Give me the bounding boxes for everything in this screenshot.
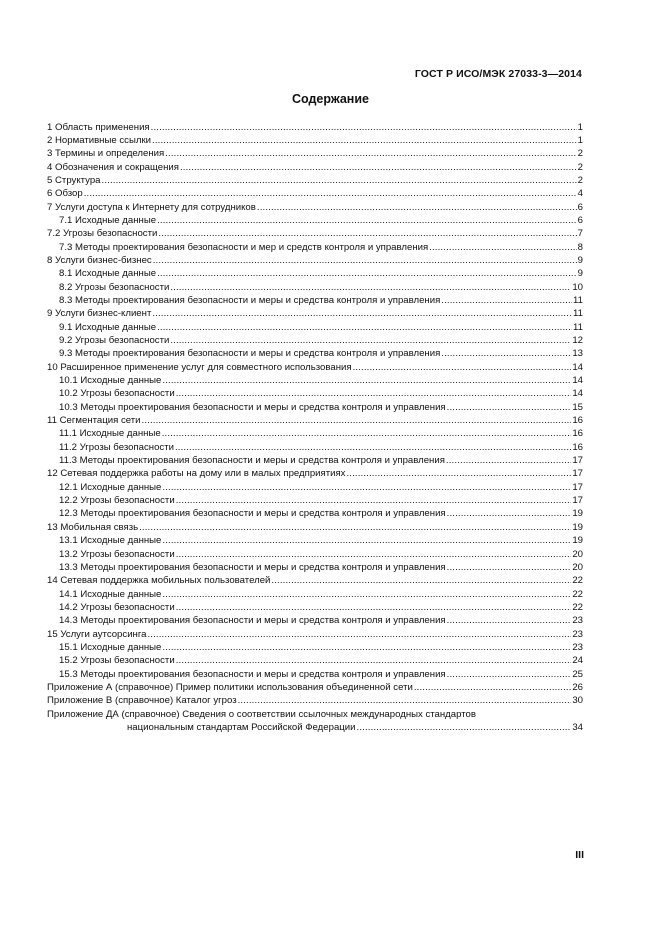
toc-entry-page: 11: [573, 308, 583, 320]
toc-entry-annex-da[interactable]: [47, 708, 583, 721]
toc-entry[interactable]: [47, 534, 583, 547]
toc-entry-title: 14.1 Исходные данные: [59, 588, 162, 600]
toc-entry-title: 11.3 Методы проектирования безопасности и меры и средства контроля и управления: [59, 455, 445, 467]
toc-entry-page: 16: [572, 428, 583, 440]
toc-dot-leader: [170, 334, 571, 347]
toc-entry-title: 7 Услуги доступа к Интернету для сотрудников: [47, 201, 256, 213]
toc-entry[interactable]: [47, 521, 583, 534]
toc-dot-leader: [147, 628, 571, 641]
toc-entry-page: 34: [572, 721, 583, 733]
toc-dot-leader: [84, 187, 577, 200]
toc-entry-title: 8.3 Методы проектирования безопасности и меры и средства контроля и управления: [59, 294, 441, 306]
toc-entry-title: 15.2 Угрозы безопасности: [59, 655, 175, 667]
toc-entry[interactable]: [47, 494, 583, 507]
toc-entry-title: 14 Сетевая поддержка мобильных пользователей: [47, 575, 271, 587]
toc-entry[interactable]: [47, 374, 583, 387]
toc-dot-leader: [153, 254, 577, 267]
toc-entry-page: 9: [577, 268, 583, 280]
toc-entry-page: 30: [572, 695, 583, 707]
toc-entry-page: 24: [572, 655, 583, 667]
toc-dot-leader: [162, 481, 571, 494]
toc-entry[interactable]: [47, 601, 583, 614]
toc-entry[interactable]: [47, 201, 583, 214]
toc-dot-leader: [257, 201, 577, 214]
document-id-header: ГОСТ Р ИСО/МЭК 27033-3—2014: [414, 68, 582, 80]
toc-entry-title: 15.3 Методы проектирования безопасности и меры и средства контроля и управления: [59, 668, 446, 680]
toc-dot-leader: [180, 161, 577, 174]
toc-entry-title-continued: национальным стандартам Российской Федерации: [127, 721, 356, 733]
toc-entry[interactable]: [47, 361, 583, 374]
toc-entry-page: 9: [577, 254, 583, 266]
toc-dot-leader: [157, 321, 572, 334]
toc-entry[interactable]: [47, 134, 583, 147]
toc-dot-leader: [157, 267, 577, 280]
toc-entry-title: 15 Услуги аутсорсинга: [47, 628, 147, 640]
toc-entry[interactable]: [47, 454, 583, 467]
toc-entry-page: 4: [577, 188, 583, 200]
toc-entry-title: 7.3 Методы проектирования безопасности и мер и средств контроля и управления: [59, 241, 429, 253]
toc-entry[interactable]: [47, 334, 583, 347]
toc-entry-title: 12.3 Методы проектирования безопасности и меры и средства контроля и управления: [59, 508, 446, 520]
toc-entry-title: 1 Область применения: [47, 121, 150, 133]
toc-entry-title: 13 Мобильная связь: [47, 521, 139, 533]
toc-entry[interactable]: [47, 507, 583, 520]
toc-entry-page: 26: [572, 681, 583, 693]
toc-dot-leader: [429, 241, 576, 254]
toc-entry-title: 15.1 Исходные данные: [59, 641, 162, 653]
toc-entry-page: 2: [577, 161, 583, 173]
toc-entry-title: 11 Сегментация сети: [47, 415, 141, 427]
toc-entry-title: 10.2 Угрозы безопасности: [59, 388, 175, 400]
toc-entry[interactable]: [47, 588, 583, 601]
toc-entry-page: 19: [572, 508, 583, 520]
toc-dot-leader: [441, 347, 571, 360]
toc-entry-title: Приложение В (справочное) Каталог угроз: [47, 695, 237, 707]
toc-entry-page: 14: [572, 361, 583, 373]
toc-entry-page: 22: [572, 575, 583, 587]
toc-dot-leader: [162, 588, 571, 601]
toc-entry-title: 4 Обозначения и сокращения: [47, 161, 179, 173]
toc-dot-leader: [176, 548, 572, 561]
toc-dot-leader: [162, 534, 571, 547]
toc-dot-leader: [151, 121, 577, 134]
toc-entry[interactable]: [47, 401, 583, 414]
toc-entry[interactable]: [47, 414, 583, 427]
toc-entry-page: 19: [572, 535, 583, 547]
toc-dot-leader: [414, 681, 571, 694]
toc-entry-page: 13: [572, 348, 583, 360]
toc-entry-page: 15: [572, 401, 583, 413]
toc-entry-annex-da-continued[interactable]: [47, 721, 583, 734]
toc-entry-title: 12.2 Угрозы безопасности: [59, 495, 175, 507]
toc-entry-page: 8: [577, 241, 583, 253]
toc-entry[interactable]: [47, 467, 583, 480]
toc-dot-leader: [447, 561, 572, 574]
toc-dot-leader: [152, 134, 577, 147]
toc-entry-title: 11.1 Исходные данные: [59, 428, 161, 440]
toc-entry-page: 2: [577, 174, 583, 186]
toc-entry[interactable]: [47, 294, 583, 307]
toc-entry[interactable]: [47, 681, 583, 694]
toc-entry[interactable]: [47, 694, 583, 707]
toc-entry-title: 2 Нормативные ссылки: [47, 134, 152, 146]
toc-entry-page: 14: [572, 388, 583, 400]
toc-entry-page: 22: [572, 588, 583, 600]
toc-dot-leader: [165, 147, 576, 160]
toc-dot-leader: [162, 374, 571, 387]
toc-entry[interactable]: [47, 654, 583, 667]
toc-entry-page: 6: [577, 201, 583, 213]
page-title: Содержание: [291, 92, 369, 106]
toc-entry[interactable]: [47, 668, 583, 681]
toc-dot-leader: [447, 507, 572, 520]
toc-dot-leader: [176, 494, 572, 507]
toc-entry-title: Приложение А (справочное) Пример политики использования объединенной сети: [47, 681, 413, 693]
toc-entry-title: 11.2 Угрозы безопасности: [59, 441, 174, 453]
toc-dot-leader: [152, 307, 572, 320]
toc-entry[interactable]: [47, 121, 583, 134]
toc-entry-title: 5 Структура: [47, 174, 101, 186]
table-of-contents: [47, 121, 583, 735]
toc-entry-title: 3 Термины и определения: [47, 148, 165, 160]
toc-dot-leader: [346, 467, 571, 480]
toc-entry[interactable]: [47, 561, 583, 574]
toc-dot-leader: [139, 521, 571, 534]
toc-entry[interactable]: [47, 187, 583, 200]
toc-dot-leader: [142, 414, 572, 427]
toc-entry[interactable]: [47, 281, 583, 294]
toc-entry[interactable]: [47, 161, 583, 174]
toc-entry-page: 6: [577, 214, 583, 226]
toc-entry-page: 2: [577, 148, 583, 160]
toc-entry-title: 10.3 Методы проектирования безопасности и меры и средства контроля и управления: [59, 401, 446, 413]
toc-entry-page: 11: [573, 321, 583, 333]
toc-dot-leader: [271, 574, 571, 587]
toc-entry-page: 22: [572, 601, 583, 613]
toc-entry[interactable]: [47, 574, 583, 587]
toc-entry-page: 20: [572, 548, 583, 560]
toc-entry-title: 7.2 Угрозы безопасности: [47, 228, 158, 240]
toc-dot-leader: [162, 427, 572, 440]
toc-entry-page: 14: [572, 375, 583, 387]
toc-entry[interactable]: [47, 441, 583, 454]
toc-entry-page: 1: [577, 134, 583, 146]
toc-entry-title: 14.3 Методы проектирования безопасности и меры и средства контроля и управления: [59, 615, 446, 627]
toc-entry[interactable]: [47, 227, 583, 240]
toc-dot-leader: [175, 441, 571, 454]
toc-entry[interactable]: [47, 548, 583, 561]
toc-entry-title: 13.3 Методы проектирования безопасности и меры и средства контроля и управления: [59, 561, 446, 573]
toc-entry[interactable]: [47, 427, 583, 440]
toc-entry[interactable]: [47, 387, 583, 400]
toc-entry-page: 7: [577, 228, 583, 240]
page-number: III: [575, 849, 584, 861]
toc-entry[interactable]: [47, 628, 583, 641]
toc-entry-title: 9.3 Методы проектирования безопасности и меры и средства контроля и управления: [59, 348, 441, 360]
toc-entry[interactable]: [47, 267, 583, 280]
toc-entry-page: 1: [577, 121, 583, 133]
toc-entry-title: 9 Услуги бизнес-клиент: [47, 308, 152, 320]
toc-entry-page: 20: [572, 561, 583, 573]
toc-entry-page: 23: [572, 628, 583, 640]
toc-entry-page: 17: [572, 468, 583, 480]
toc-dot-leader: [357, 721, 572, 734]
toc-entry-title: 8.1 Исходные данные: [59, 268, 157, 280]
toc-entry-page: 17: [572, 495, 583, 507]
toc-entry-page: 16: [572, 441, 583, 453]
toc-entry-title: 10 Расширенное применение услуг для совместного использования: [47, 361, 352, 373]
toc-dot-leader: [447, 614, 572, 627]
toc-entry-title: 14.2 Угрозы безопасности: [59, 601, 175, 613]
toc-entry-title: 8 Услуги бизнес-бизнес: [47, 254, 152, 266]
toc-dot-leader: [353, 361, 572, 374]
toc-entry-title: 13.2 Угрозы безопасности: [59, 548, 175, 560]
toc-entry-title: 12.1 Исходные данные: [59, 481, 162, 493]
toc-entry[interactable]: [47, 481, 583, 494]
toc-entry[interactable]: [47, 641, 583, 654]
toc-dot-leader: [447, 401, 572, 414]
toc-entry-title: Приложение ДА (справочное) Сведения о соответствии ссылочных международных стандартов: [47, 708, 476, 720]
toc-entry-title: 13.1 Исходные данные: [59, 535, 162, 547]
toc-entry-page: 16: [572, 415, 583, 427]
toc-dot-leader: [441, 294, 572, 307]
toc-entry-title: 8.2 Угрозы безопасности: [59, 281, 170, 293]
toc-dot-leader: [238, 694, 572, 707]
toc-entry-page: 17: [572, 455, 583, 467]
toc-dot-leader: [176, 601, 572, 614]
toc-entry[interactable]: [47, 254, 583, 267]
toc-entry[interactable]: [47, 174, 583, 187]
toc-dot-leader: [446, 454, 571, 467]
toc-entry-page: 25: [572, 668, 583, 680]
toc-entry[interactable]: [47, 241, 583, 254]
toc-entry[interactable]: [47, 147, 583, 160]
toc-dot-leader: [447, 668, 572, 681]
toc-dot-leader: [102, 174, 577, 187]
toc-entry-page: 23: [572, 641, 583, 653]
toc-entry-title: 6 Обзор: [47, 188, 83, 200]
toc-entry-title: 7.1 Исходные данные: [59, 214, 157, 226]
toc-entry-page: 10: [572, 281, 583, 293]
toc-entry[interactable]: [47, 614, 583, 627]
toc-entry[interactable]: [47, 321, 583, 334]
toc-entry[interactable]: [47, 347, 583, 360]
toc-entry[interactable]: [47, 214, 583, 227]
toc-entry-page: 11: [573, 294, 583, 306]
toc-entry-page: 12: [572, 335, 583, 346]
toc-dot-leader: [162, 641, 571, 654]
toc-entry-title: 9.2 Угрозы безопасности: [59, 335, 170, 346]
toc-entry-page: 17: [572, 481, 583, 493]
toc-dot-leader: [158, 227, 576, 240]
toc-entry-title: 10.1 Исходные данные: [59, 375, 162, 387]
toc-dot-leader: [176, 654, 572, 667]
toc-entry-title: 9.1 Исходные данные: [59, 321, 157, 333]
toc-entry-page: 19: [572, 521, 583, 533]
toc-dot-leader: [176, 387, 572, 400]
toc-entry[interactable]: [47, 307, 583, 320]
toc-entry-title: 12 Сетевая поддержка работы на дому или в малых предприятиях: [47, 468, 346, 480]
toc-entry-page: 23: [572, 615, 583, 627]
toc-dot-leader: [157, 214, 577, 227]
toc-dot-leader: [170, 281, 571, 294]
